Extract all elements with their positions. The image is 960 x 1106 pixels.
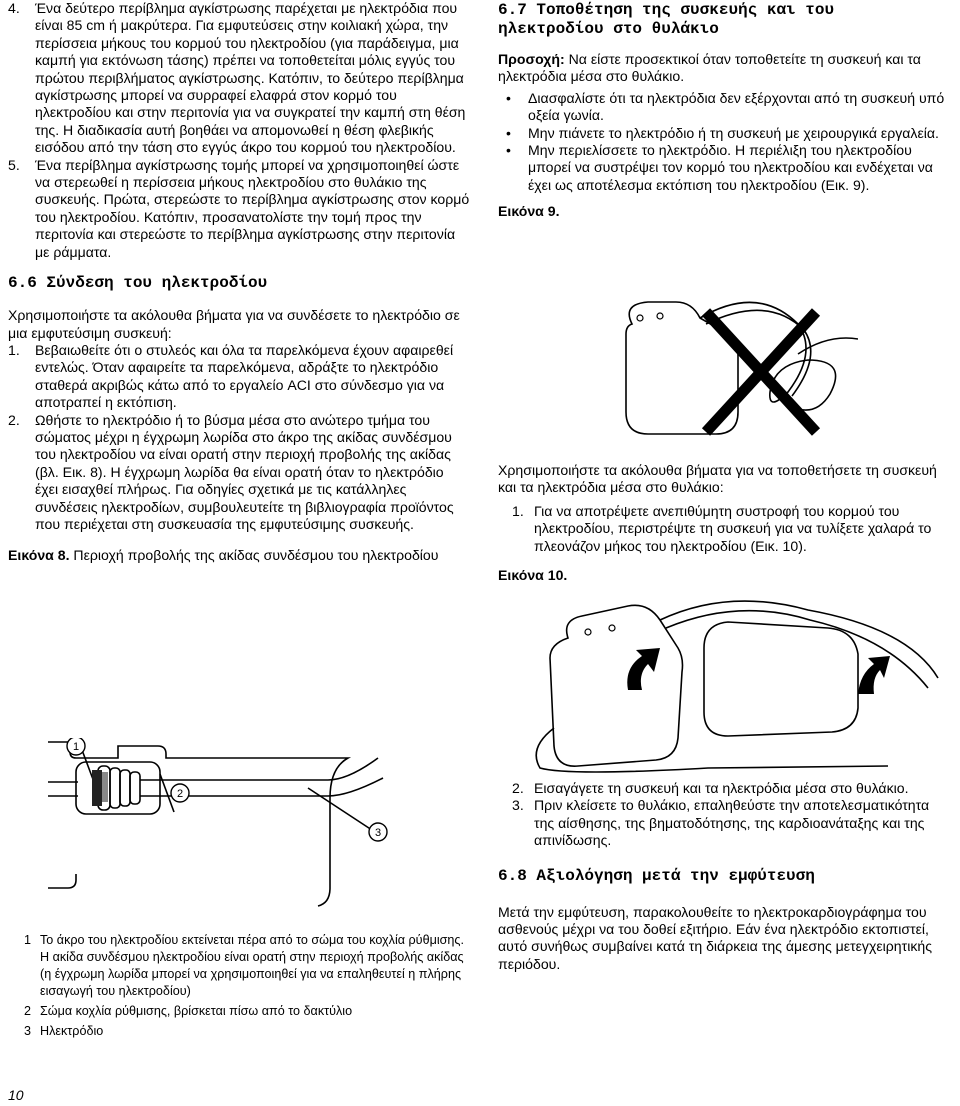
legend-number: 1	[24, 933, 32, 947]
step-1	[8, 342, 470, 412]
rotate-arrow-icon	[627, 648, 660, 690]
item-number: 5.	[8, 156, 20, 173]
legend-item-3	[8, 1023, 470, 1040]
bullet-text: Διασφαλίστε ότι τα ηλεκτρόδια δεν εξέρχονται από τη συσκευή υπό οξεία γωνία.	[528, 89, 945, 124]
callout-1-label: 1	[72, 741, 80, 753]
figure-10-label: Εικόνα 10.	[498, 567, 568, 584]
bullet-icon: •	[506, 89, 511, 106]
step-number: 3.	[512, 797, 524, 814]
right-column	[498, 0, 950, 221]
step-number: 1.	[512, 502, 524, 519]
figure-10-wrapped-lead-illustration	[528, 598, 948, 776]
bullet-item	[498, 142, 950, 194]
caution-text: Να είστε προσεκτικοί όταν τοποθετείτε τη συσκευή και τα ηλεκτρόδια μέσα στο θυλάκιο.	[498, 51, 921, 85]
item-text: Ένα δεύτερο περίβλημα αγκίστρωσης παρέχεται με ηλεκτρόδια που είναι 85 cm ή μακρύτερα. Για εμφυτεύσεις στην κοιλιακή χώρα, την περίσσεια μήκους του κορμού του ηλεκτροδίου (για παράδειγμα, μια καμπή για εκτόνωση τάσης) πρέπει να τοποθετείται μόλις εγγύς του πρώτου περιβλήματος αγκίστρωσης. Κατόπιν, το δεύτερο περίβλημα αγκίστρωσης μπορεί να συρραφεί ελαφρά στον κορμό του ηλεκτροδίου και στην περιτονία για να συγκρατεί την καμπή στη θέση της. Η διαδικασία αυτή βοηθάει να απομονωθεί η θέση φλεβικής εισόδου από την τάση στο εγγύς άκρο του κορμού του ηλεκτροδίου.	[35, 0, 466, 156]
step-1	[498, 503, 950, 555]
step-number: 2.	[8, 411, 20, 428]
legend-text: Ηλεκτρόδιο	[40, 1024, 104, 1038]
bullet-icon: •	[506, 142, 511, 159]
step-text: Για να αποτρέψετε ανεπιθύμητη συστροφή του κορμού του ηλεκτροδίου, περιστρέψτε τη συσκευή για να τυλίξετε χαλαρά το πλεονάζον μήκος του ηλεκτροδίου (Εικ. 10).	[534, 502, 932, 554]
bullet-item	[498, 125, 950, 142]
item-number: 4.	[8, 0, 20, 16]
figure-8-caption	[8, 547, 470, 564]
left-column	[8, 0, 470, 565]
right-column-lower	[498, 462, 950, 584]
bullet-text: Μην πιάνετε το ηλεκτρόδιο ή τη συσκευή με χειρουργικά εργαλεία.	[528, 124, 939, 141]
section-title-6-7: 6.7 Τοποθέτηση της συσκευής και του ηλεκτροδίου στο θυλάκιο	[498, 1, 835, 38]
step-number: 1.	[8, 341, 20, 358]
figure-label: Εικόνα 8.	[8, 547, 70, 564]
figure-caption-text: Περιοχή προβολής της ακίδας συνδέσμου του ηλεκτροδίου	[69, 547, 439, 564]
step-text: Εισαγάγετε τη συσκευή και τα ηλεκτρόδια μέσα στο θυλάκιο.	[534, 780, 909, 796]
legend-number: 3	[24, 1024, 32, 1038]
step-2	[8, 412, 470, 534]
list-item-4	[8, 0, 470, 157]
legend-number: 2	[24, 1004, 32, 1018]
callout-3-label: 3	[374, 827, 382, 839]
section-title-6-8: 6.8 Αξιολόγηση μετά την εμφύτευση	[498, 866, 815, 885]
bullet-text: Μην περιελίσσετε το ηλεκτρόδιο. Η περιέλιξη του ηλεκτροδίου μπορεί να συστρέψει τον κορμό του ηλεκτροδίου και ενδέχεται να έχει ως αποτέλεσμα εκτόπιση του ηλεκτροδίου (Εικ. 9).	[528, 142, 933, 193]
bullet-item	[498, 90, 950, 125]
figure-8-legend	[8, 932, 470, 1040]
rotate-arrow-icon	[858, 656, 890, 694]
figure-9-coiled-lead-illustration	[608, 294, 858, 444]
section-paragraph: Μετά την εμφύτευση, παρακολουθείτε το ηλεκτροκαρδιογράφημα του ασθενούς μέχρι να του δοθεί εξιτήριο. Εάν ένα ηλεκτρόδιο εκτοπιστεί, αυτό συνήθως συμβαίνει κατά τη διάρκεια της άμεσης μετεγχειρητικής περιόδου.	[498, 903, 933, 972]
section-intro: Χρησιμοποιήστε τα ακόλουθα βήματα για να τοποθετήσετε τη συσκευή και τα ηλεκτρόδια μέσα στο θυλάκιο:	[498, 462, 937, 496]
item-text: Ένα περίβλημα αγκίστρωσης τομής μπορεί να χρησιμοποιηθεί ώστε να στερεωθεί η περίσσεια μήκους ηλεκτροδίου στο θυλάκιο της συσκευής. Πρώτα, στερεώστε το περίβλημα αγκίστρωσης στον κορμό του ηλεκτροδίου. Κατόπιν, προσανατολίστε την τομή προς την περιτονία και στερεώστε το περίβλημα αγκίστρωσης στην περιτονία με ράμματα.	[35, 156, 470, 260]
caution-label: Προσοχή:	[498, 51, 565, 67]
step-text: Πριν κλείσετε το θυλάκιο, επαληθεύστε την αποτελεσματικότητα της αίσθησης, της βηματοδότησης, της καρδιοανάταξης και της απινίδωσης.	[534, 797, 930, 849]
step-3	[498, 797, 950, 849]
step-text: Ωθήστε το ηλεκτρόδιο ή το βύσμα μέσα στο ανώτερο τμήμα του σώματος μέχρι η έγχρωμη λωρίδα στο άκρο της ακίδας συνδέσμου του ηλεκτροδίου να είναι ορατή στην περιοχή προβολής της ακίδας (βλ. Εικ. 8). Η έγχρωμη λωρίδα θα είναι ορατή όταν το ηλεκτρόδιο έχει εισαχθεί πλήρως. Για οδηγίες σχετικά με τις κατάλληλες συνδέσεις ηλεκτροδίων, συμβουλευτείτε τη βιβλιογραφία προϊόντος που περιέχεται στη συσκευασία της εμφυτεύσιμης συσκευής.	[35, 411, 454, 532]
callout-2-label: 2	[176, 788, 184, 800]
legend-item-1	[8, 932, 470, 1000]
figure-8-connector-illustration	[48, 738, 388, 910]
caution-paragraph	[498, 51, 950, 86]
right-column-bottom	[498, 780, 950, 973]
legend-text: Σώμα κοχλία ρύθμισης, βρίσκεται πίσω από το δακτύλιο	[40, 1004, 353, 1018]
step-number: 2.	[512, 780, 524, 796]
step-2	[498, 780, 950, 797]
legend-item-2	[8, 1003, 470, 1020]
figure-9-label: Εικόνα 9.	[498, 203, 560, 220]
section-intro: Χρησιμοποιήστε τα ακόλουθα βήματα για να συνδέσετε το ηλεκτρόδιο σε μια εμφυτεύσιμη συσκευή:	[8, 307, 460, 341]
legend-text: Το άκρο του ηλεκτροδίου εκτείνεται πέρα από το σώμα του κοχλία ρύθμισης. Η ακίδα συνδέσμου ηλεκτροδίου είναι ορατή στην περιοχή προβολής ακίδας (η έγχρωμη λωρίδα μπορεί να χρησιμοποιηθεί για να επαληθευτεί η πλήρης εισαγωγή του ηλεκτροδίου)	[40, 933, 464, 998]
page-number: 10	[8, 1087, 24, 1103]
section-title-6-6: 6.6 Σύνδεση του ηλεκτροδίου	[8, 274, 268, 293]
list-item-5	[8, 157, 470, 261]
bullet-icon: •	[506, 124, 511, 141]
step-text: Βεβαιωθείτε ότι ο στυλεός και όλα τα παρελκόμενα έχουν αφαιρεθεί εντελώς. Όταν αφαιρείτε τα παρελκόμενα, αδράξτε το ηλεκτρόδιο σταθερά ακριβώς κάτω από το εργαλείο ACI στο σύνδεσμο για να αποτραπεί η εκτόπιση.	[35, 341, 454, 411]
